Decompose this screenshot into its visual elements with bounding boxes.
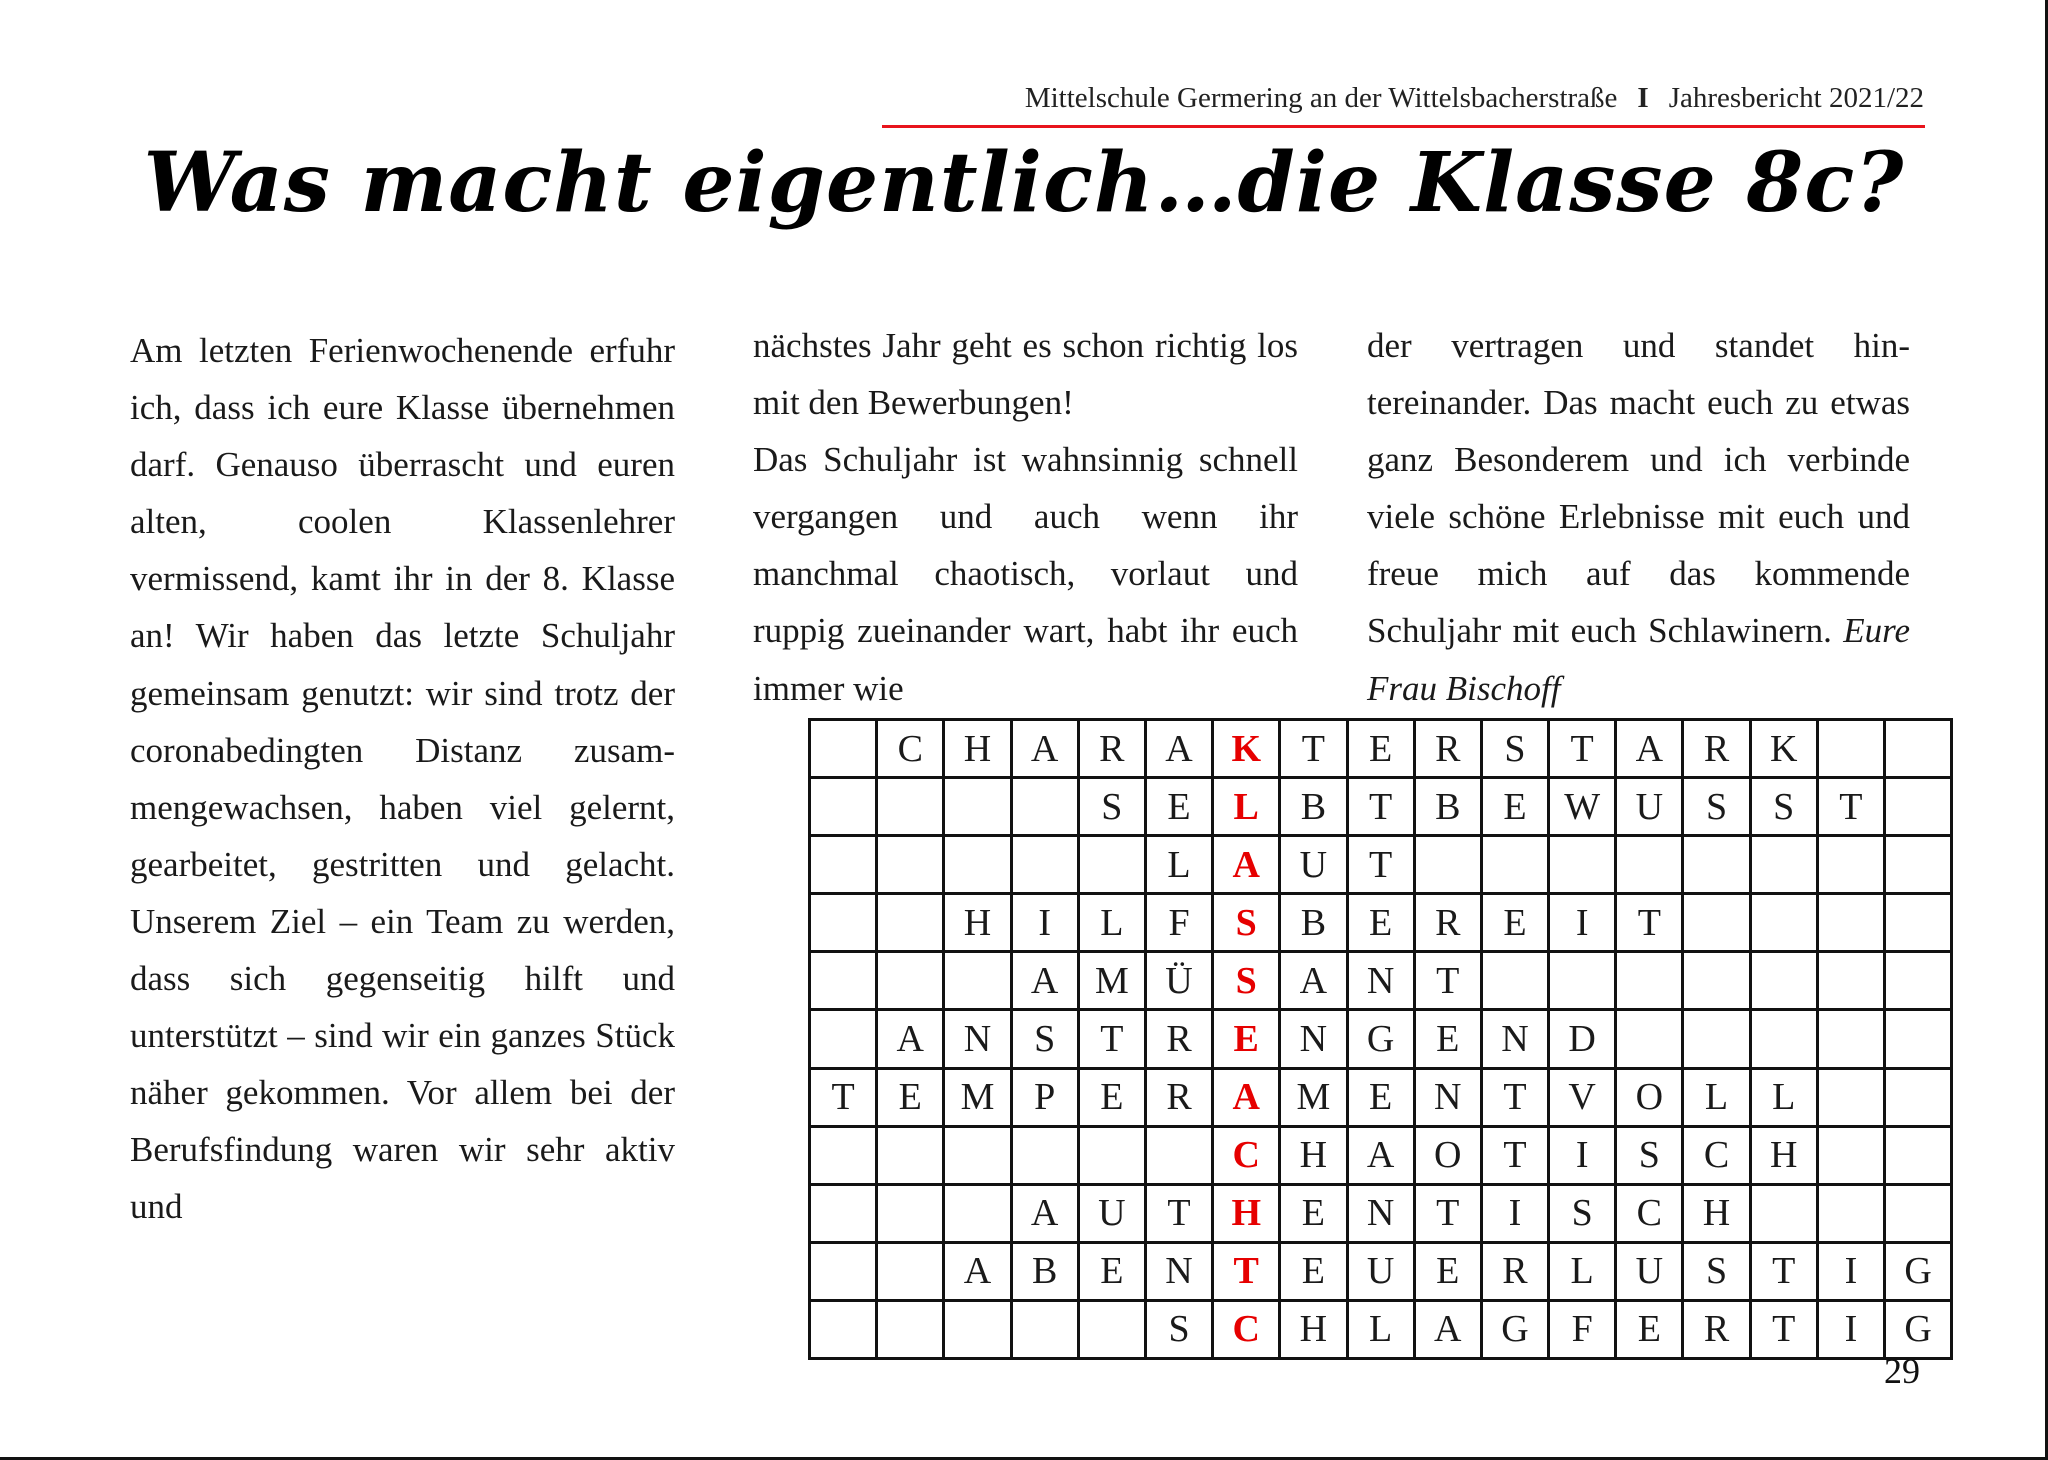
crossword-cell <box>1078 1126 1145 1184</box>
crossword-cell: H <box>944 720 1011 778</box>
crossword-cell <box>1750 952 1817 1010</box>
crossword-cell: F <box>1549 1300 1616 1358</box>
crossword-cell <box>877 836 944 894</box>
crossword-row <box>810 1242 1952 1300</box>
crossword-cell: V <box>1549 1068 1616 1126</box>
crossword-cell <box>1616 952 1683 1010</box>
crossword-cell <box>944 1300 1011 1358</box>
column-1-text: Am letzten Ferienwochenende erfuhr ich, dass ich eure Klasse übernehmen darf. Genauso überrascht und euren alten, coolen Klassenlehrer vermissend, kamt ihr in der 8. Klasse an! Wir haben das letzte Schuljahr gemeinsam genutzt: wir sind trotz der coronabedingten Distanz zusammengewachsen, haben viel gelernt, gearbeitet, gestritten und gelacht. Unserem Ziel – ein Team zu werden, dass sich gegenseitig hilft und unterstützt – sind wir ein ganzes Stück näher gekommen. Vor allem bei der Berufsfindung waren wir sehr aktiv und <box>130 331 675 1227</box>
crossword-cell: I <box>1817 1242 1884 1300</box>
crossword-row <box>810 1010 1952 1068</box>
text-column-1 <box>130 322 675 1236</box>
crossword-solution-cell: K <box>1213 720 1280 778</box>
crossword-cell: C <box>1683 1126 1750 1184</box>
crossword-cell <box>1683 836 1750 894</box>
crossword-cell: R <box>1145 1010 1212 1068</box>
crossword-cell <box>877 1242 944 1300</box>
crossword-cell <box>1750 1184 1817 1242</box>
crossword-cell <box>1011 836 1078 894</box>
crossword-cell: H <box>1683 1184 1750 1242</box>
crossword-cell: O <box>1616 1068 1683 1126</box>
crossword-cell: E <box>877 1068 944 1126</box>
crossword-cell <box>810 720 877 778</box>
signature: Eure Frau Bischoff <box>1367 611 1910 708</box>
crossword-cell: B <box>1280 894 1347 952</box>
crossword-cell: P <box>1011 1068 1078 1126</box>
crossword-cell <box>1885 836 1952 894</box>
crossword-cell <box>877 1184 944 1242</box>
crossword-cell: E <box>1280 1242 1347 1300</box>
crossword-cell <box>1817 952 1884 1010</box>
crossword-cell: E <box>1616 1300 1683 1358</box>
crossword-cell <box>1750 1010 1817 1068</box>
crossword-row <box>810 720 1952 778</box>
crossword-cell: S <box>1683 778 1750 836</box>
crossword-row <box>810 894 1952 952</box>
crossword-solution-cell: E <box>1213 1010 1280 1068</box>
crossword-cell: R <box>1414 894 1481 952</box>
crossword-cell: T <box>1347 836 1414 894</box>
crossword-solution-cell: S <box>1213 952 1280 1010</box>
crossword-cell: T <box>1078 1010 1145 1068</box>
crossword-cell <box>810 1010 877 1068</box>
column-3-text: der vertragen und standet hintereinander. Das macht euch zu etwas ganz Besonderem und ich verbinde viele schöne Erlebnisse mit euch und freue mich auf das kommende Schuljahr mit euch Schlawinern. <box>1367 326 1910 651</box>
page-number: 29 <box>1884 1351 1920 1391</box>
crossword-cell: A <box>1011 720 1078 778</box>
crossword-row <box>810 952 1952 1010</box>
crossword-cell: E <box>1280 1184 1347 1242</box>
crossword-cell <box>1817 1184 1884 1242</box>
crossword-cell: R <box>1414 720 1481 778</box>
crossword-cell <box>1683 1010 1750 1068</box>
crossword-cell: E <box>1078 1242 1145 1300</box>
crossword-cell: N <box>1347 952 1414 1010</box>
header-report: Jahresbericht 2021/22 <box>1668 82 1924 114</box>
crossword-cell: L <box>1750 1068 1817 1126</box>
crossword-cell <box>1885 1010 1952 1068</box>
header-separator: I <box>1637 82 1649 114</box>
crossword-cell <box>877 894 944 952</box>
column-2-paragraph-1: nächstes Jahr geht es schon richtig los mit den Bewerbungen! <box>753 326 1298 423</box>
crossword-cell: A <box>1145 720 1212 778</box>
crossword-cell <box>1817 894 1884 952</box>
crossword-cell: I <box>1011 894 1078 952</box>
crossword-grid <box>808 718 1953 1360</box>
crossword-cell: N <box>1481 1010 1548 1068</box>
crossword-cell: S <box>1616 1126 1683 1184</box>
crossword-cell <box>1549 836 1616 894</box>
crossword-cell <box>1885 952 1952 1010</box>
crossword-cell: G <box>1347 1010 1414 1068</box>
crossword-cell: T <box>1280 720 1347 778</box>
crossword-cell: S <box>1078 778 1145 836</box>
crossword-cell: G <box>1481 1300 1548 1358</box>
crossword-cell: W <box>1549 778 1616 836</box>
crossword-cell <box>1481 836 1548 894</box>
header-rule <box>882 125 1925 128</box>
crossword-cell: R <box>1145 1068 1212 1126</box>
text-column-2 <box>753 317 1298 717</box>
crossword-cell: A <box>1414 1300 1481 1358</box>
crossword-cell <box>1078 836 1145 894</box>
crossword-cell <box>1414 836 1481 894</box>
crossword-cell <box>1549 952 1616 1010</box>
crossword-cell: S <box>1549 1184 1616 1242</box>
crossword-row <box>810 1300 1952 1358</box>
crossword-cell <box>810 778 877 836</box>
crossword-cell: N <box>944 1010 1011 1068</box>
crossword-cell: H <box>1280 1126 1347 1184</box>
crossword-cell: T <box>1414 1184 1481 1242</box>
header-school: Mittelschule Germering an der Wittelsbacherstraße <box>1024 82 1618 114</box>
crossword-cell: T <box>1481 1068 1548 1126</box>
crossword-cell <box>810 1242 877 1300</box>
crossword-cell <box>1885 1184 1952 1242</box>
crossword-cell: E <box>1414 1010 1481 1068</box>
crossword-solution-cell: L <box>1213 778 1280 836</box>
crossword-cell: R <box>1683 720 1750 778</box>
crossword-cell <box>1750 836 1817 894</box>
crossword-cell <box>1885 1126 1952 1184</box>
crossword-cell <box>1481 952 1548 1010</box>
crossword-cell: C <box>877 720 944 778</box>
crossword-cell <box>877 952 944 1010</box>
crossword-cell: N <box>1347 1184 1414 1242</box>
crossword-cell <box>810 1126 877 1184</box>
crossword-cell: U <box>1347 1242 1414 1300</box>
crossword-cell: N <box>1280 1010 1347 1068</box>
page-title: Was macht eigentlich…die Klasse 8c? <box>143 135 1905 231</box>
crossword-cell: E <box>1078 1068 1145 1126</box>
crossword-row <box>810 1184 1952 1242</box>
crossword-solution-cell: C <box>1213 1126 1280 1184</box>
crossword-cell <box>877 1126 944 1184</box>
crossword-cell: B <box>1414 778 1481 836</box>
crossword-cell: A <box>1347 1126 1414 1184</box>
crossword-cell: O <box>1414 1126 1481 1184</box>
crossword-cell <box>810 952 877 1010</box>
crossword-cell: G <box>1885 1242 1952 1300</box>
running-header <box>1025 82 1924 115</box>
crossword-cell <box>1011 1126 1078 1184</box>
crossword-cell <box>1683 894 1750 952</box>
crossword-cell <box>1616 1010 1683 1068</box>
crossword-cell: T <box>1414 952 1481 1010</box>
crossword-cell <box>877 778 944 836</box>
crossword-cell: H <box>1750 1126 1817 1184</box>
crossword-cell <box>1145 1126 1212 1184</box>
crossword-cell: S <box>1750 778 1817 836</box>
crossword-solution-cell: S <box>1213 894 1280 952</box>
crossword-row <box>810 1068 1952 1126</box>
crossword-cell: D <box>1549 1010 1616 1068</box>
crossword-cell <box>944 1126 1011 1184</box>
crossword-cell <box>1750 894 1817 952</box>
crossword-cell: E <box>1347 894 1414 952</box>
crossword-cell: T <box>1347 778 1414 836</box>
crossword-cell: A <box>877 1010 944 1068</box>
crossword-cell <box>1011 1300 1078 1358</box>
crossword-cell: T <box>1817 778 1884 836</box>
crossword-cell: K <box>1750 720 1817 778</box>
crossword-cell: E <box>1414 1242 1481 1300</box>
crossword-cell <box>944 952 1011 1010</box>
crossword-cell: T <box>1145 1184 1212 1242</box>
crossword-cell: I <box>1481 1184 1548 1242</box>
crossword-cell <box>1011 778 1078 836</box>
crossword-cell: T <box>1549 720 1616 778</box>
crossword-cell: H <box>944 894 1011 952</box>
crossword-cell: L <box>1347 1300 1414 1358</box>
crossword-cell: R <box>1683 1300 1750 1358</box>
crossword-cell <box>1885 894 1952 952</box>
crossword-cell: A <box>1011 952 1078 1010</box>
crossword-cell <box>810 1300 877 1358</box>
crossword-cell <box>877 1300 944 1358</box>
crossword-cell <box>1885 720 1952 778</box>
crossword-cell: S <box>1011 1010 1078 1068</box>
crossword-row <box>810 778 1952 836</box>
crossword-cell <box>944 778 1011 836</box>
crossword-cell: E <box>1481 894 1548 952</box>
crossword-cell <box>1885 778 1952 836</box>
crossword-cell: E <box>1347 1068 1414 1126</box>
crossword-cell: I <box>1817 1300 1884 1358</box>
crossword-cell: E <box>1347 720 1414 778</box>
crossword-cell <box>1683 952 1750 1010</box>
crossword-cell <box>1078 1300 1145 1358</box>
crossword-cell: M <box>944 1068 1011 1126</box>
crossword-cell: M <box>1280 1068 1347 1126</box>
crossword-cell <box>1817 1068 1884 1126</box>
crossword-cell: E <box>1481 778 1548 836</box>
crossword-cell: U <box>1616 1242 1683 1300</box>
crossword-cell <box>810 1184 877 1242</box>
crossword-cell: H <box>1280 1300 1347 1358</box>
crossword-cell: U <box>1280 836 1347 894</box>
crossword-cell: T <box>1750 1300 1817 1358</box>
crossword-cell: B <box>1011 1242 1078 1300</box>
crossword-cell: S <box>1145 1300 1212 1358</box>
crossword-cell: T <box>1750 1242 1817 1300</box>
crossword-cell <box>810 836 877 894</box>
crossword-solution-cell: T <box>1213 1242 1280 1300</box>
crossword-cell: T <box>1616 894 1683 952</box>
crossword-cell <box>810 894 877 952</box>
crossword-cell: L <box>1683 1068 1750 1126</box>
crossword-cell: N <box>1145 1242 1212 1300</box>
crossword-cell <box>1616 836 1683 894</box>
crossword-cell <box>944 836 1011 894</box>
column-2-paragraph-2: Das Schuljahr ist wahnsinnig schnell vergangen und auch wenn ihr manchmal chaotisch, vorlaut und ruppig zueinander wart, habt ihr euch immer wie <box>753 440 1298 708</box>
crossword-row <box>810 1126 1952 1184</box>
crossword-cell: A <box>1011 1184 1078 1242</box>
crossword-cell: I <box>1549 1126 1616 1184</box>
crossword-solution-cell: A <box>1213 836 1280 894</box>
crossword-cell: N <box>1414 1068 1481 1126</box>
crossword-cell: T <box>1481 1126 1548 1184</box>
column-3-paragraph <box>1367 317 1910 717</box>
crossword-cell <box>1817 1126 1884 1184</box>
crossword-cell: L <box>1549 1242 1616 1300</box>
crossword-cell: F <box>1145 894 1212 952</box>
crossword-cell: Ü <box>1145 952 1212 1010</box>
crossword-cell: I <box>1549 894 1616 952</box>
crossword-solution-cell: C <box>1213 1300 1280 1358</box>
crossword-cell <box>1817 1010 1884 1068</box>
crossword-cell <box>1817 836 1884 894</box>
crossword-solution-cell: A <box>1213 1068 1280 1126</box>
crossword-cell: R <box>1481 1242 1548 1300</box>
crossword-cell: C <box>1616 1184 1683 1242</box>
crossword-cell: G <box>1885 1300 1952 1358</box>
text-column-3 <box>1367 317 1910 717</box>
crossword-cell: A <box>944 1242 1011 1300</box>
crossword-cell: L <box>1078 894 1145 952</box>
crossword-cell <box>944 1184 1011 1242</box>
crossword-cell: R <box>1078 720 1145 778</box>
crossword-cell: U <box>1616 778 1683 836</box>
crossword-cell: B <box>1280 778 1347 836</box>
crossword-cell <box>1817 720 1884 778</box>
crossword-row <box>810 836 1952 894</box>
crossword-cell: S <box>1683 1242 1750 1300</box>
crossword-cell <box>1885 1068 1952 1126</box>
crossword-cell: L <box>1145 836 1212 894</box>
crossword-cell: M <box>1078 952 1145 1010</box>
crossword-cell: S <box>1481 720 1548 778</box>
crossword-cell: T <box>810 1068 877 1126</box>
crossword-solution-cell: H <box>1213 1184 1280 1242</box>
crossword-cell: E <box>1145 778 1212 836</box>
crossword-cell: A <box>1616 720 1683 778</box>
crossword-cell: U <box>1078 1184 1145 1242</box>
crossword-cell: A <box>1280 952 1347 1010</box>
